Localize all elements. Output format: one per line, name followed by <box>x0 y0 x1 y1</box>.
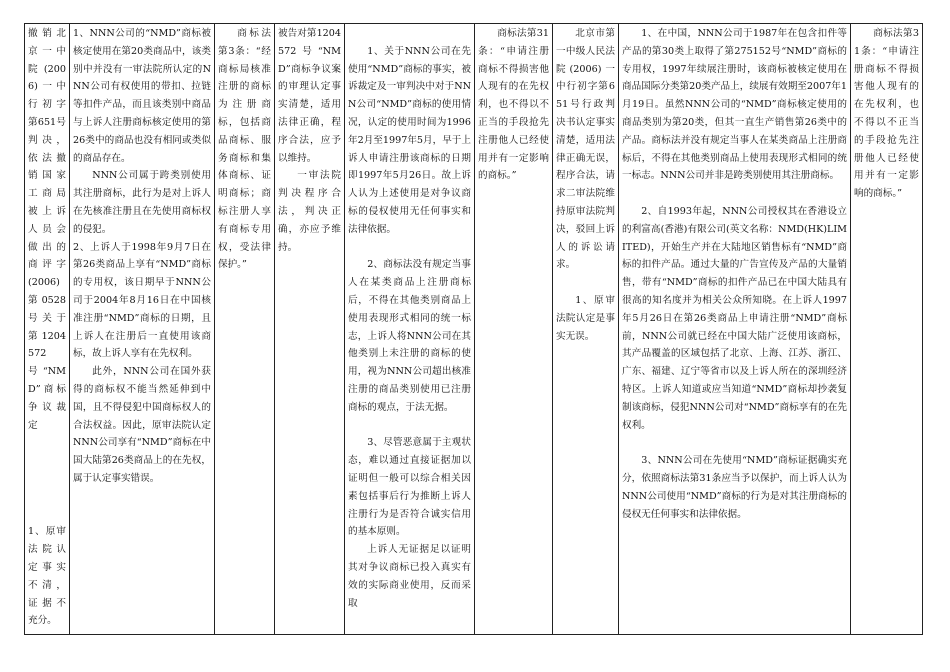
third-party-point-2: 2、自1993年起，NNN公司授权其在香港设立的利富高(香港)有限公司(英文名称：NMD(HK)LIMITED)，开始生产并在大陆地区销售标有“NMD”商标的扣件产品。通过大量的广告宣传及产品的大量销售，带有“NMD”商标的扣件产品已在中国大陆具有很高的知名度并为相关公众所知晓。在上诉人1997年5月26日在第26类商品上申请注册“NMD”商标前，NNN公司就已经在中国大陆广泛使用该商标，其产品覆盖的区域包括了北京、上海、江苏、浙江、广东、福建、辽宁等省市以及上诉人所在的深圳经济特区。上诉人知道或应当知道“NMD”商标却抄袭复制该商标，侵犯NNN公司对“NMD”商标享有的在先权利。 <box>622 205 847 431</box>
appeal-point-2: 2、上诉人于1998年9月7日在第26类商品上享有“NMD”商标的专用权，该日期早于NNN公司于2004年8月16日在中国核准注册“NMD”商标的日期，且上诉人在注册后一直使用该商标，故上诉人享有在先权利。 <box>73 241 211 360</box>
defendant-opinion-1: 被告对第1204572号“NMD”商标争议案的审理认定事实清楚，适用法律正确，程序合法，应予以维持。 <box>278 28 341 164</box>
col-third-party-request <box>553 24 619 635</box>
appeal-point-1: 1、NNN公司的“NMD”商标被核定使用在第20类商品中，该类别中并没有一审法院所认定的NNN公司有权使用的带扣、拉链等扣件产品，而且该类别中商品与上诉人注册商标核定使用的第26类中的商品也没有相同或类似的商品存在。 <box>73 28 211 164</box>
law-article-31-b: 商标法第31条：“申请注册商标不得损害他人现有的在先权利，也不得以不正当的手段抢先注册他人已经使用并有一定影响的商标。” <box>854 28 919 200</box>
third-party-reason: 1、原审法院认定是事实无误。 <box>556 294 615 342</box>
col-appellant-law <box>215 24 275 635</box>
third-party-request: 北京市第一中级人民法院(2006)一中行初字第651号行政判决书认定事实清楚，适用法律正确无误，程序合法，请求二审法院维持原审法院判决，驳回上诉人的诉讼请求。 <box>556 28 615 271</box>
defendant-opinion-2: 一审法院判决程序合法，判决正确，亦应予维持。 <box>278 170 341 253</box>
reason-text: 1、原审法院认定事实不清，证据不充分。 <box>28 526 66 627</box>
col-request <box>25 24 70 635</box>
col-court-findings <box>345 24 475 635</box>
col-court-law <box>475 24 553 635</box>
third-party-point-1: 1、在中国，NNN公司于1987年在包含扣件等产品的第30类上取得了第275152号“NMD”商标的专用权，1997年续展注册时，该商标被核定使用在商品国际分类第20类产品上，续展有效期至2007年1月19日。虽然NNN公司的“NMD”商标核定使用的商品类别为第20类，但其一直生产销售第26类中的产品。商标法并没有规定当事人在某类商品上注册商标后，不得在其他类别商品上使用表现形式相同的统一标志。NNN公司并非是跨类别使用其注册商标。 <box>622 28 848 182</box>
third-party-point-3: 3、NNN公司在先使用“NMD”商标证据确实充分，依照商标法第31条应当予以保护，而上诉人认为NNN公司使用“NMD”商标的行为是对其注册商标的侵权无任何事实和法律依据。 <box>622 455 847 520</box>
appeal-point-1b: NNN公司属于跨类别使用其注册商标，此行为是对上诉人在先核准注册且在先使用商标权的侵犯。 <box>73 170 211 235</box>
finding-4: 上诉人无证据足以证明其对争议商标已投入真实有效的实际商业使用，反而采取 <box>348 544 471 609</box>
finding-3: 3、尽管恶意属于主观状态，难以通过直接证据加以证明但一般可以综合相关因素包括事后行为推断上诉人注册行为是否符合诚实信用的基本原则。 <box>348 437 471 538</box>
law-article-3: 商标法第3条：“经商标局核准注册的商标为注册商标，包括商品商标、服务商标和集体商标、证明商标；商标注册人享有商标专用权，受法律保护。” <box>218 28 271 271</box>
appeal-point-2b: 此外，NNN公司在国外获得的商标权不能当然延伸到中国，且不得侵犯中国商标权人的合法权益。因此，原审法院认定NNN公司享有“NMD”商标在中国大陆第26类商品上的在先权，属于认定事实错误。 <box>73 366 211 484</box>
request-text: 撤销北京一中院(2006)一中行初字第651号判决，依法撤销国家工商局被上诉人员会做出的商评字(2006)第0528号关于第1204572号“NMD”商标争议裁定 <box>28 28 66 431</box>
col-appeal-reasons <box>70 24 215 635</box>
col-defendant-opinion <box>275 24 345 635</box>
col-third-party-reasons <box>619 24 851 635</box>
finding-1: 1、关于NNN公司在先使用“NMD”商标的事实，被诉裁定及一审判决中对于NNN公司“NMD”商标的使用情况，认定的使用时间为1996年2月至1997年5月，早于上诉人申请注册该商标的日期即1997年5月26日。故上诉人认为上述使用是对争议商标的侵权使用无任何事实和法律依据。 <box>348 45 471 235</box>
comparison-table <box>24 23 923 635</box>
col-third-party-law <box>851 24 923 635</box>
finding-2: 2、商标法没有规定当事人在某类商品上注册商标后，不得在其他类别商品上使用表现形式相同的统一标志，上诉人将NNN公司在其他类别上未注册的商标的使用，视为NNN公司超出核准注册的商品类别使用已注册商标的观点，于法无据。 <box>348 259 471 413</box>
law-article-31-a: 商标法第31条：“申请注册商标不得损害他人现有的在先权利，也不得以不正当的手段抢先注册他人已经使用并有一定影响的商标。” <box>478 28 549 182</box>
